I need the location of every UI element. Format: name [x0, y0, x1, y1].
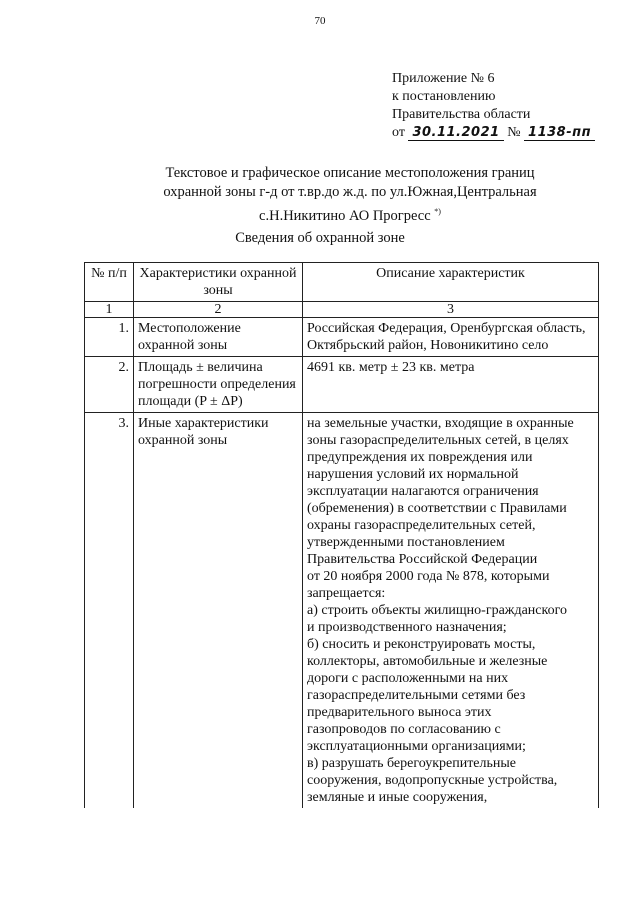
table-row [85, 357, 599, 413]
title-line-3-text: с.Н.Никитино АО Прогресс [259, 207, 431, 224]
desc-line: коллекторы, автомобильные и железные [307, 654, 548, 669]
appendix-line-1: Приложение № 6 [392, 71, 495, 86]
row-characteristic: Местоположение охранной зоны [134, 318, 303, 357]
desc-line: (обременения) в соответствии с Правилами [307, 501, 567, 516]
desc-line: б) сносить и реконструировать мосты, [307, 637, 536, 652]
row-description [303, 413, 599, 809]
order-number: 1138-пп [524, 125, 595, 141]
table-header-row [85, 263, 599, 302]
desc-line: а) строить объекты жилищно-гражданского [307, 603, 567, 618]
desc-line: газораспределительными сетями без [307, 688, 526, 703]
row-description: Российская Федерация, Оренбургская область, Октябрьский район, Новоникитино село [303, 318, 599, 357]
row-number: 1. [85, 318, 134, 357]
footnote-mark: *) [434, 207, 441, 216]
desc-line: утвержденными постановлением [307, 535, 505, 550]
header-description: Описание характеристик [303, 263, 599, 302]
header-number: № п/п [85, 263, 134, 302]
row-characteristic: Площадь ± величина погрешности определения площади (P ± ΔP) [134, 357, 303, 413]
desc-line: зоны газораспределительных сетей, в целях [307, 433, 569, 448]
column-index-3: 3 [303, 302, 599, 318]
desc-line: эксплуатации налагаются ограничения [307, 484, 539, 499]
table-row [85, 413, 599, 809]
title-line-1: Текстовое и графическое описание местоположения границ [165, 165, 535, 181]
header-characteristic: Характеристики охранной зоны [134, 263, 303, 302]
order-date: 30.11.2021 [408, 125, 503, 141]
row-number: 3. [85, 413, 134, 809]
desc-line: сооружения, водопропускные устройства, [307, 773, 558, 788]
page-number: 70 [314, 15, 326, 27]
appendix-line-3: Правительства области [392, 107, 531, 122]
desc-line: предупреждения их повреждения или [307, 450, 533, 465]
column-index-1: 1 [85, 302, 134, 318]
title-line-3 [80, 202, 620, 226]
desc-line: запрещается: [307, 586, 386, 601]
column-index-row [85, 302, 599, 318]
order-line [392, 124, 595, 142]
table-row [85, 318, 599, 357]
desc-line: в) разрушать берегоукрепительные [307, 756, 517, 771]
column-index-2: 2 [134, 302, 303, 318]
appendix-line-2: к постановлению [392, 89, 496, 104]
desc-line: охраны газораспределительных сетей, [307, 518, 536, 533]
desc-line: земляные и иные сооружения, [307, 790, 488, 805]
document-title [80, 164, 620, 226]
row-characteristic: Иные характеристики охранной зоны [134, 413, 303, 809]
desc-line: эксплуатационными организациями; [307, 739, 526, 754]
row-description: 4691 кв. метр ± 23 кв. метра [303, 357, 599, 413]
desc-line: и производственного назначения; [307, 620, 507, 635]
desc-line: нарушения условий их нормальной [307, 467, 519, 482]
row-number: 2. [85, 357, 134, 413]
appendix-block [392, 70, 595, 142]
desc-line: от 20 ноября 2000 года № 878, которыми [307, 569, 550, 584]
title-line-2: охранной зоны г-д от т.вр.до ж.д. по ул.Южная,Центральная [163, 184, 537, 200]
desc-line: Правительства Российской Федерации [307, 552, 538, 567]
order-from-label: от [392, 125, 405, 140]
desc-line: дороги с расположенными на них [307, 671, 509, 686]
desc-line: на земельные участки, входящие в охранные [307, 416, 574, 431]
zone-info-table [84, 262, 599, 808]
section-heading: Сведения об охранной зоне [235, 230, 405, 246]
order-number-sign: № [507, 125, 521, 140]
desc-line: предварительного выноса этих [307, 705, 492, 720]
desc-line: газопроводов по согласованию с [307, 722, 501, 737]
